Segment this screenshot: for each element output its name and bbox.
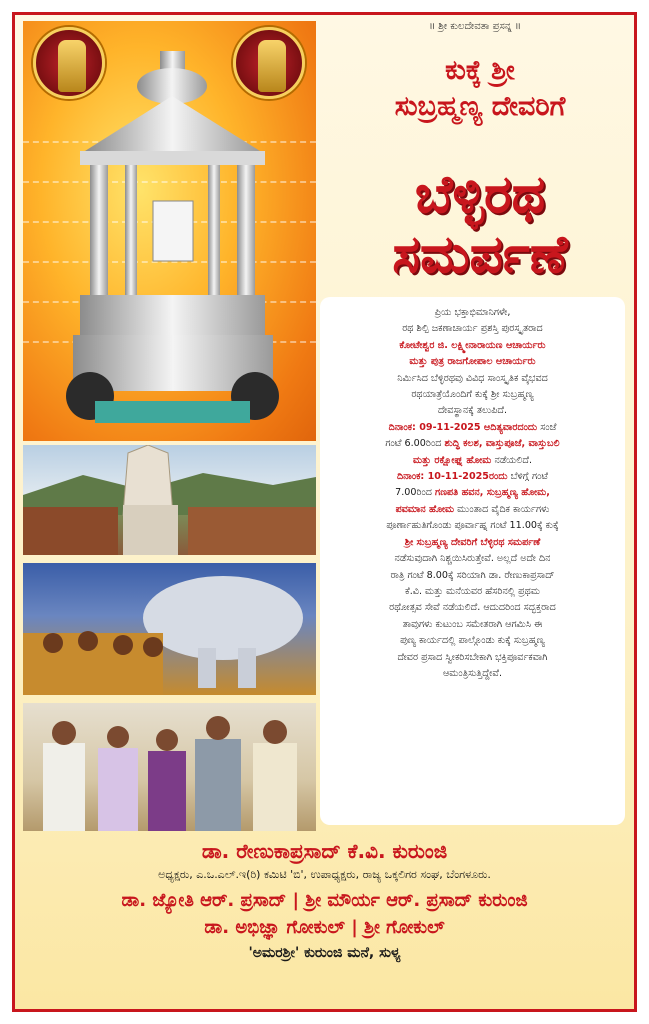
family-names-2: ಡಾ. ಅಭಿಜ್ಞಾ ಗೋಕುಲ್ | ಶ್ರೀ ಗೋಕುಲ್ <box>204 917 445 938</box>
date2-homa-line <box>328 502 617 518</box>
date1-time: ಗಂಟೆ 6.00ರಿಂದ <box>385 438 442 450</box>
date2-rituals-line <box>328 485 617 501</box>
invite-line: ಕೆ.ವಿ. ಮತ್ತು ಮನೆಯವರ ಹೆಸರಿನಲ್ಲಿ ಪ್ರಥಮ <box>405 585 540 597</box>
family-photo <box>23 703 316 831</box>
date1-rituals: ಶುದ್ಧಿ ಕಲಶ, ವಾಸ್ತುಪೂಜೆ, ವಾಸ್ತುಬಲಿ <box>444 438 560 450</box>
date1-homa-line <box>328 453 617 469</box>
title-line-2: ಸುಬ್ರಹ್ಮಣ್ಯ ದೇವರಿಗೆ <box>394 91 566 122</box>
invite-line: ರಥ ಶಿಲ್ಪಿ ಜಕಣಾಚಾರ್ಯ ಪ್ರಶಸ್ತಿ ಪುರಸ್ಕೃತರಾದ <box>402 323 543 335</box>
title-line-4: ಸಮರ್ಪಣೆ <box>392 225 568 285</box>
elephant-procession-photo <box>23 563 316 695</box>
family-names-1: ಡಾ. ಜ್ಯೋತಿ ಆರ್. ಪ್ರಸಾದ್ | ಶ್ರೀ ಮೌರ್ಯ ಆರ್. ಪ್ರಸಾದ್ ಕುರುಂಜಿ <box>121 890 528 911</box>
home-address: 'ಅಮರಶ್ರೀ' ಕುರುಂಜಿ ಮನೆ, ಸುಳ್ಯ <box>248 945 401 961</box>
invitation-poster <box>12 12 637 1012</box>
date1-end: ನಡೆಯಲಿದೆ. <box>494 454 533 466</box>
chariot-illustration <box>65 51 280 431</box>
invite-line: ನಡೆಸುವುದಾಗಿ ನಿಶ್ಚಯಿಸಿರುತ್ತೇವೆ. ಅಲ್ಲದೆ ಅದೇ ದಿನ <box>394 553 551 565</box>
date1-rest: ಸಂಜೆ <box>540 421 557 433</box>
invite-line: ನಿರ್ಮಿಸಿದ ಬೆಳ್ಳಿರಥವು ವಿವಿಧ ಸಾಂಸ್ಕೃತಿಕ ವೈಭವದ <box>397 372 548 384</box>
invite-line: ರಾತ್ರಿ ಗಂಟೆ 8.00ಕ್ಕೆ ಸರಿಯಾಗಿ ಡಾ. ರೇಣುಕಾಪ್ರಸಾದ್ <box>390 569 555 581</box>
sculptor-name: ಕೋಟೇಶ್ವರ ಜಿ. ಲಕ್ಷ್ಮೀನಾರಾಯಣ ಆಚಾರ್ಯರು <box>399 339 546 351</box>
invite-line: ಪುಣ್ಯ ಕಾರ್ಯದಲ್ಲಿ ಪಾಲ್ಗೊಂಡು ಕುಕ್ಕೆ ಸುಬ್ರಹ್ಮಣ್ಯ <box>400 635 545 647</box>
invite-line: ದೇವರ ಪ್ರಸಾದ ಸ್ವೀಕರಿಸಬೇಕಾಗಿ ಭಕ್ತಿಪೂರ್ವಕವಾಗಿ <box>397 651 548 663</box>
invite-line: ತಾವುಗಳು ಕುಟುಂಬ ಸಮೇತರಾಗಿ ಆಗಮಿಸಿ ಈ <box>402 618 543 630</box>
title-kukke <box>320 53 637 125</box>
date2-rituals: ಗಣಪತಿ ಹವನ, ಸುಬ್ರಹ್ಮಣ್ಯ ಹೋಮ, <box>435 487 550 499</box>
sculptor-son-name: ಮತ್ತು ಪುತ್ರ ರಾಜಗೋಪಾಲ ಆಚಾರ್ಯರು <box>409 356 536 368</box>
title-line-3: ಬೆಳ್ಳಿರಥ <box>414 165 546 225</box>
temple-photo <box>23 445 316 555</box>
date2-homa: ಪವಮಾನ ಹೋಮ <box>395 503 455 515</box>
invite-line: ರಥಯಾತ್ರೆಯೊಂದಿಗೆ ಕುಕ್ಕೆ ಶ್ರೀ ಸುಬ್ರಹ್ಮಣ್ಯ <box>411 389 534 401</box>
date1-rituals-line <box>328 436 617 452</box>
date2-label: ದಿನಾಂಕ: 10-11-2025ರಂದು <box>396 471 508 483</box>
invite-line: ಪೂರ್ಣಾಹುತಿಗೊಂಡು ಪೂರ್ವಾಹ್ನ ಗಂಟೆ 11.00ಕ್ಕೆ ಕುಕ್ಕೆ <box>386 520 559 532</box>
silver-chariot-image <box>23 21 316 441</box>
invitation-text-box <box>320 297 625 825</box>
invite-line: ರಥೋತ್ಸವ ಸೇವೆ ನಡೆಯಲಿದೆ. ಆದುದರಿಂದ ಸದ್ಭಕ್ತರಾದ <box>389 602 556 614</box>
footer-hosts <box>15 837 634 965</box>
host-name: ಡಾ. ರೇಣುಕಾಪ್ರಸಾದ್ ಕೆ.ವಿ. ಕುರುಂಜಿ <box>201 839 448 863</box>
invite-line: ಆಮಂತ್ರಿಸುತ್ತಿದ್ದೇವೆ. <box>442 667 503 679</box>
date2-rest: ಬೆಳಿಗ್ಗೆ ಗಂಟೆ <box>510 471 549 483</box>
date1-label: ದಿನಾಂಕ: 09-11-2025 ಆದಿತ್ಯವಾರದಂದು <box>388 421 538 433</box>
date2-line <box>328 469 617 485</box>
dedication-line: ಶ್ರೀ ಸುಬ್ರಹ್ಮಣ್ಯ ದೇವರಿಗೆ ಬೆಳ್ಳಿರಥ ಸಮರ್ಪಣೆ <box>404 536 541 548</box>
salutation: ಪ್ರಿಯ ಭಕ್ತಾಭಿಮಾನಿಗಳೇ, <box>434 307 511 318</box>
title-silver-chariot <box>320 165 637 285</box>
blessing-line: ॥ ಶ್ರೀ ಕುಲದೇವತಾ ಪ್ರಸನ್ನ ॥ <box>429 21 521 32</box>
title-line-1: ಕುಕ್ಕೆ ಶ್ರೀ <box>445 55 515 86</box>
date2-mid: ಮುಂತಾದ ವೈದಿಕ ಕಾರ್ಯಗಳು <box>457 503 550 515</box>
date1-homa: ಮತ್ತು ರಕ್ಷೋಘ್ನ ಹೋಮ <box>412 454 492 466</box>
date1-line <box>328 420 617 436</box>
invite-line: ದೇವಸ್ಥಾನಕ್ಕೆ ತಲುಪಿದೆ. <box>437 405 508 417</box>
date2-time: 7.00ರಿಂದ <box>395 487 432 499</box>
host-designation: ಅಧ್ಯಕ್ಷರು, ಎ.ಒ.ಎಲ್.ಇ(ರಿ) ಕಮಿಟಿ 'ಬಿ', ಉಪಾಧ್ಯಕ್ಷರು, ರಾಜ್ಯ ಒಕ್ಕಲಿಗರ ಸಂಘ, ಬೆಂಗಳೂರು. <box>158 868 491 881</box>
